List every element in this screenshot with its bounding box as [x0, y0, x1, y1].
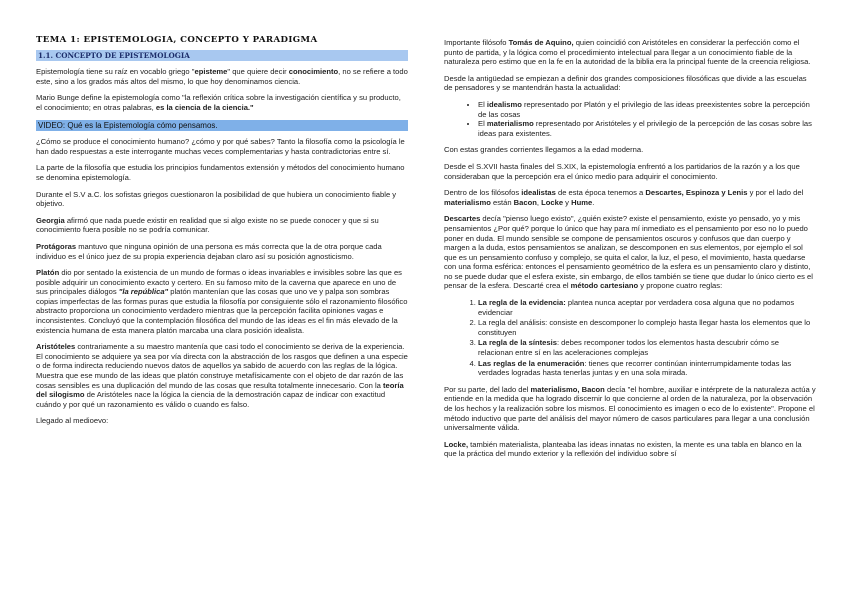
- list-item: 3. La regla de la síntesis: debes recomponer todos los elementos hasta descubrir cómo se relacionan entre sí en las aceleraciones complejas: [478, 338, 816, 357]
- paragraph: Descartes decía "pienso luego existo", ¿quién existe? existe el pensamiento, existe yo pensado, yo y mis pensamientos ¿Por qué? porque lo único que hay para mí inmediato es el pensamiento por eso no lo puedo poner en duda. El mundo sensible se compone de pensamientos oscuros y confusos que dan cuerpo y margen a la duda, estos pensamientos se analizan, se descomponen en sus elementos, por ejemplo el sol que es un pensamiento confuso y complejo, se quita el calor, la luz, el peso, el movimiento, hasta quedarse con una forma esférica: entonces el pensamiento geométrico de la esfera es un pensamiento claro y distinto, no se puede dudar que el esfera existe, sin embargo, de ellos también se tiene que dudar lo único cierto es el pensar de la esfera. Descarté crea el método cartesiano y propone cuatro reglas:: [444, 214, 813, 291]
- paragraph: Georgia afirmó que nada puede existir en realidad que si algo existe no se puede conocer y que si su conocimiento fuera posible no se podría comunicar.: [36, 215, 379, 235]
- video-link[interactable]: VIDEO: Qué es la Epistemología cómo pensamos.: [36, 120, 408, 132]
- paragraph: Importante filósofo Tomás de Aquino, quien coincidió con Aristóteles en considerar la perfección como el punto de partida, y la lógica como el procedimiento intelectual para llegar a un conocimiento fiable de la naturaleza pero estimo que en la fe en la autoridad de la biblia era la principal fuente de la creencia religiosa.: [444, 38, 811, 67]
- paragraph: Protágoras mantuvo que ninguna opinión de una persona es más correcta que la de otra porque cada individuo es el único juez de su propia experiencia dejaban claro así su posición agnosticismo.: [36, 241, 382, 261]
- paragraph: Dentro de los filósofos idealistas de esta época tenemos a Descartes, Espinoza y Lenis y por el lado del materialismo están Bacon, Locke y Hume.: [444, 188, 804, 207]
- rules-list: [444, 298, 816, 378]
- paragraph: Epistemología tiene su raíz en vocablo griego "episteme" que quiere decir conocimiento, no se refiere a todo este, sino a los grados más altos del mismo, lo que hoy denominamos ciencia.: [36, 67, 408, 86]
- paragraph: ¿Cómo se produce el conocimiento humano? ¿cómo y por qué sabes? Tanto la filosofía como la psicología le han dado respuestas a este interrogante muchas veces complementarias y hasta contradictorias entre sí.: [36, 137, 405, 156]
- paragraph: Desde la antigüedad se empiezan a definir dos grandes composiciones filosóficas que divide a las escuelas de pensadores y se mantendrán hasta la actualidad:: [444, 73, 807, 93]
- paragraph: Llegado al medioevo:: [36, 416, 109, 426]
- paragraph: Desde el S.XVII hasta finales del S.XIX, la epistemología enfrentó a los partidarios de la razón y a los que consideraban que la percepción era el único medio para adquirir el conocimiento.: [444, 161, 800, 181]
- paragraph: Locke, también materialista, planteaba las ideas innatas no existen, la mente es una tabla en blanco en la que la práctica del mundo exterior y la reflexión del individuo sobre sí: [444, 439, 802, 459]
- bullet-list: [444, 100, 816, 138]
- paragraph: La parte de la filosofía que estudia los principios fundamentos extensión y métodos del conocimiento humano se denomina epistemología.: [36, 163, 405, 182]
- left-column: [36, 36, 408, 433]
- paragraph: Durante el S.V a.C. los sofistas griegos cuestionaron la posibilidad de que hubiera un conocimiento fiable y objetivo.: [36, 189, 397, 209]
- paragraph: Por su parte, del lado del materialismo, Bacon decía "el hombre, auxiliar e intérprete de la naturaleza actúa y entiende en la medida que ha logrado discernir lo que concierne al orden de la naturaleza, por la observación de los hechos y la realización sobre los mismos. El conocimiento es imagen o eco de lo existente". Propone el método inductivo que parte del análisis del mayor número de casos particulares para llegar a una conclusión universalmente válida.: [444, 384, 816, 433]
- paragraph: Con estas grandes corrientes llegamos a la edad moderna.: [444, 145, 644, 155]
- list-item: 2. La regla del análisis: consiste en descomponer lo complejo hasta llegar hasta los elementos que lo constituyen: [478, 318, 816, 337]
- paragraph: Mario Bunge define la epistemología como "la reflexión crítica sobre la investigación científica y su producto, el conocimiento; en otras palabras, es la ciencia de la ciencia.": [36, 93, 401, 112]
- list-item: 4. Las reglas de la enumeración: tienes que recorrer continúan ininterrumpidamente todas las verdades logradas hasta tenerlas juntas y en una sola mirada.: [478, 359, 816, 378]
- list-item: • El idealismo representado por Platón y el privilegio de las ideas preexistentes sobre la percepción de las cosas: [478, 100, 816, 119]
- right-column: [444, 38, 816, 466]
- list-item: • El materialismo representado por Aristóteles y el privilegio de la percepción de las cosas sobre las ideas para existentes.: [478, 119, 816, 138]
- list-item: 1. La regla de la evidencia: plantea nunca aceptar por verdadera cosa alguna que no podamos evidenciar: [478, 298, 816, 317]
- section-heading: 1.1. CONCEPTO DE EPISTEMOLOGIA: [36, 50, 408, 62]
- paragraph: Platón dio por sentado la existencia de un mundo de formas o ideas invariables e invisibles sobre las que es posible adquirir un conocimiento exacto y certero. En su famoso mito de la caverna que aparece en uno de sus principales diálogos "la república" platón mantenían que las cosas que uno ve y palpa son sombras copias imperfectas de las formas puras que estudia la filosofía por consiguiente sólo el razonamiento filosófico abstracto proporciona un conocimiento verdadero mientras que la percepción facilita opiniones vagas e inconsistentes. Concluyó que la contemplación filosófica del mundo de las ideas es el fin más elevado de la existencia humana de esta manera platón marcaba una clara posición idealista.: [36, 268, 408, 335]
- page-title: TEMA 1: EPISTEMOLOGIA, CONCEPTO Y PARADIGMA: [36, 35, 318, 45]
- paragraph: Aristóteles contrariamente a su maestro mantenía que casi todo el conocimiento se deriva de la experiencia. El conocimiento se adquiere ya sea por vía directa con la abstracción de los rasgos que definen a una especie o de forma indirecta reduciendo nuevos datos de aquellos ya sabido de acuerdo con las reglas de la lógica. Muestra que ese mundo de las ideas que platón construye metafísicamente con el objeto de dar razón de las cosas sensibles es una duplicación del mundo de las cosas que resulta totalmente innecesario. Con la teoría del silogismo de Aristóteles nace la lógica la ciencia de la demostración capaz de indicar con exactitud cuándo y por qué un razonamiento es válido o cuando es falso.: [36, 342, 408, 409]
